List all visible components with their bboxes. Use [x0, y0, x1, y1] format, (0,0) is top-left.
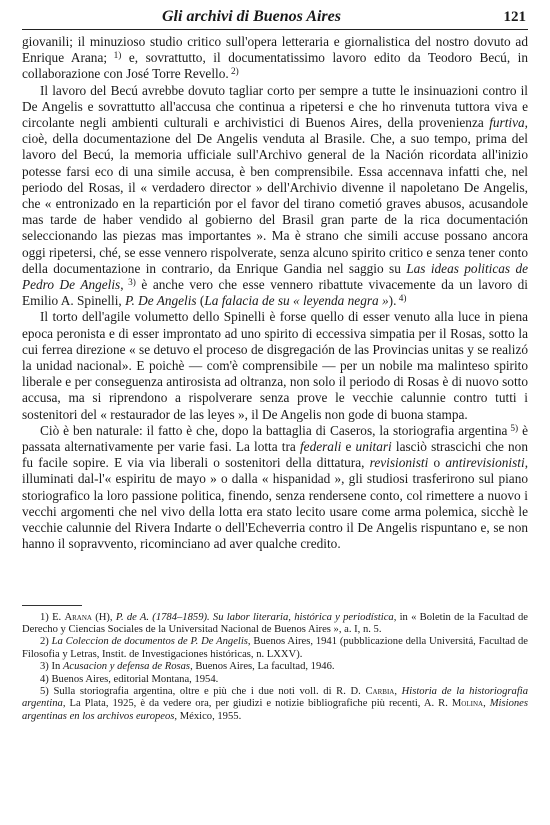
text-run: La Coleccion de documentos de P. De Angelis	[51, 636, 248, 648]
footnote	[22, 612, 528, 637]
text-run: (H),	[91, 611, 116, 623]
text-run: , Buenos Aires, 1941 (pubblicazione della Universitá, Facultad de Filosofia y Letras, Instit. de Investigaciones históricas, n. LXXV).	[22, 636, 528, 660]
note-ref: 1)	[107, 51, 122, 62]
text-run: Las ideas politicas de Pedro De Angelis	[22, 260, 529, 293]
text-run: antirevisionisti	[445, 455, 525, 471]
text-run: ,	[394, 685, 402, 697]
running-header	[22, 8, 528, 30]
note-ref: 2)	[228, 67, 239, 78]
text-run: 4) Buenos Aires, editorial Montana, 1954.	[40, 673, 219, 685]
footnote-separator	[22, 605, 82, 606]
footnotes	[22, 612, 528, 724]
text-run: Il lavoro del Becú avrebbe dovuto tagliar corto per sempre a tutte le insinuazioni contro il De Angelis e sovrattutto all'accusa che continua a ripetersi e che ho rinvenuta tuttora viva e circolante negli ambienti culturali e archivistici di Buenos Aires, della provenienza	[22, 82, 528, 131]
footnote	[22, 674, 528, 686]
text-run: furtiva	[489, 115, 525, 131]
text-run: ,	[120, 277, 124, 293]
text-run: ,	[483, 698, 490, 710]
text-run: 1) E.	[40, 611, 65, 623]
body-text	[22, 34, 528, 553]
text-run: Arana	[64, 611, 92, 623]
text-run: Misiones argentinas en los archivos europeos	[22, 698, 528, 722]
text-run: 5) Sulla storiografia argentina, oltre e più che i due noti voll. di R. D.	[40, 685, 366, 697]
footnote	[22, 661, 528, 673]
text-run: ).	[388, 293, 397, 309]
book-page	[22, 8, 528, 723]
text-run: giovanili; il minuzioso studio critico sull'opera letteraria e giornalistica del nostro dovuto ad Enrique Arana;	[22, 34, 528, 66]
text-run: (	[196, 293, 205, 309]
paragraph	[22, 423, 528, 553]
text-run: Molina	[451, 698, 484, 710]
text-run: Acusacion y defensa de Rosas	[62, 661, 191, 673]
text-run: federali	[299, 439, 342, 455]
paragraph	[22, 309, 528, 422]
text-run: , cioè, della documentazione del De Angelis venduta al Brasile. Che, a suo tempo, prima del lavoro del Becú, la memoria ufficiale sull'Archivo general de la Nación ricordata all'inizio potesse farsi eco di una simile accusa, è ben comprensibile. Essa accennava infatti che, nel periodo del Rosas, il « verdadero director » dell'Archivio divenne il napoletano De Angelis, che « entronizado en la repartición por el favor del tirano cometió graves abusos, acusandole mas tarde de haber vendido al gobierno del Brasil gran parte de la rica documentación seleccionando las piezas mas importantes ». Ma è strano che simili accuse possano ancora oggi ripetersi, ché, se esse vennero rispolverate, senza alcuno spirito critico e senza tener conto della documentazione in contrario, da Enrique Gandia nel saggio su	[22, 115, 528, 276]
text-run: , Buenos Aires, La facultad, 1946.	[190, 661, 335, 673]
text-run: P. De Angelis	[125, 293, 197, 309]
text-run: unitari	[355, 439, 392, 455]
text-run: Historia de la historiografia argentina	[22, 685, 529, 710]
text-run: P. de A. (1784–1859). Su labor literaria, histórica y periodística	[115, 611, 394, 623]
text-run: , in « Boletin de la Facultad de Derecho y Ciencias Sociales de la Universitad Nacional de Buenos Aires », a. I, n. 5.	[22, 611, 528, 635]
running-title: Gli archivi di Buenos Aires	[162, 8, 341, 25]
text-run: è anche vero che esse vennero ribattute vivacemente da un lavoro di Emilio A. Spinelli,	[22, 277, 528, 309]
text-run: e	[341, 439, 356, 455]
text-run: , La Plata, 1925, è da vedere ora, per giudizi e notizie bibliografiche più recenti, A. R.	[62, 698, 452, 710]
text-run: Carbia	[365, 685, 395, 697]
text-run: 2)	[40, 636, 52, 648]
text-run: revisionisti	[369, 455, 429, 471]
note-ref: 3)	[123, 277, 136, 288]
paragraph	[22, 34, 528, 83]
text-run: e, sovrattutto, il documentatissimo lavoro edito da Teodoro Becú, in collaborazione con José Torre Revello.	[22, 50, 529, 82]
text-run: Ciò è ben naturale: il fatto è che, dopo la battaglia di Caseros, la storiografia argentina	[40, 422, 508, 438]
page-number: 121	[503, 9, 526, 25]
text-run: Il torto dell'agile volumetto dello Spinelli è forse quello di esser venuto alla luce in piena epoca peronista e di esser improntato ad uno spirito di eccessiva simpatia per il Rosas, sotto la cui ferrea direzione « se detuvo el proceso de disgregación de las Provincias unitas y se realizó la unidad nacional». E poichè — com'è comprensibile — per un nobile ma malinteso spirito liberale e per conseguenza antirosista ad oltranza, non solo il periodo di Rosas è di nuovo sotto accusa, ma si riprendono a rispolverare senza prove le vecchie calunnie contro tutti i sostenitori del « restaurador de las leyes », il De Angelis non gode di buona stampa.	[22, 309, 528, 422]
text-run: , México, 1955.	[174, 710, 242, 722]
footnote	[22, 636, 528, 661]
note-ref: 4)	[396, 294, 407, 305]
footnote	[22, 686, 528, 723]
text-run: lasciò strascichi che non fu facile sopire. E via via liberali o sostenitori della dittatura,	[22, 439, 528, 471]
note-ref: 5)	[507, 423, 519, 434]
text-run: è passata alternativamente per varie fasi. La lotta tra	[22, 422, 528, 455]
text-run: La falacia de su « leyenda negra »	[204, 293, 389, 309]
text-run: 3) In	[40, 661, 63, 673]
text-run: o	[428, 455, 446, 471]
paragraph	[22, 83, 528, 310]
text-run: , illuminati dal-l'« espiritu de mayo » o dalla « hispanidad », gli studiosi trasferirono sul piano storiografico la loro passione politica, finendo, senza rendersene conto, col rimettere a nuovo i vecchi argomenti che nel vivo della lotta era stato lecito usare come arma polemica, sicchè le vecchie calunnie del Rivera Indarte o dell'Echeverria contro il De Angelis rispuntano e, se non hanno il sopravvento, ricominciano ad aver qualche credito.	[22, 455, 529, 552]
